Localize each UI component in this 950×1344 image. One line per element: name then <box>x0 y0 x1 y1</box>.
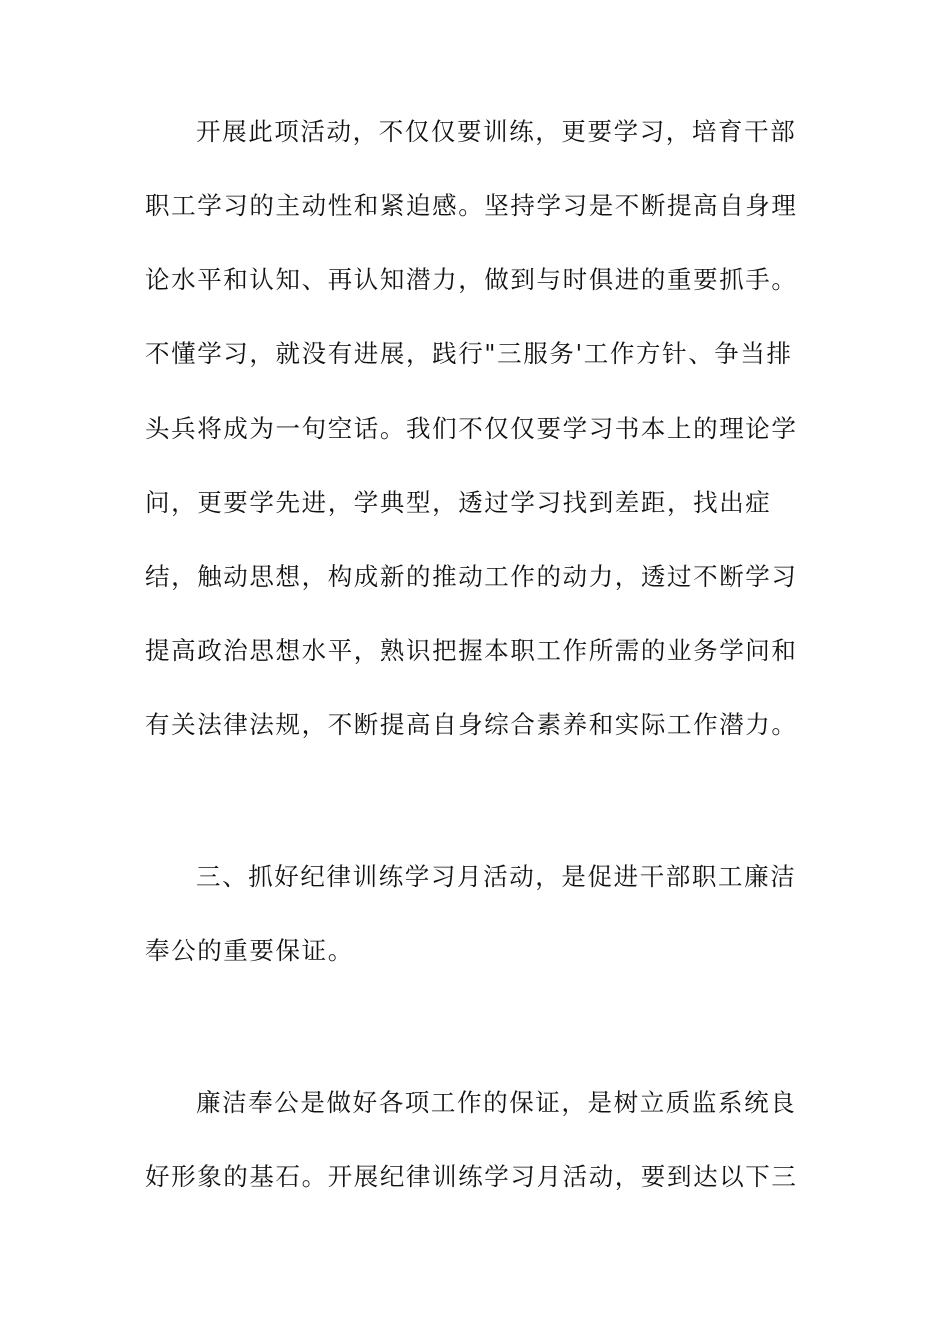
paragraph-1-line-3: 论水平和认知、再认知潜力，做到与时俱进的重要抓手。 <box>145 265 798 294</box>
paragraph-2-line-1: 廉洁奉公是做好各项工作的保证，是树立质监系统良 <box>196 1088 797 1117</box>
paragraph-1-line-7: 结，触动思想，构成新的推动工作的动力，透过不断学习 <box>145 562 798 591</box>
paragraph-1-line-6: 问，更要学先进，学典型，透过学习找到差距，找出症 <box>145 488 772 517</box>
section-heading-line-1: 三、抓好纪律训练学习月活动，是促进干部职工廉洁 <box>196 862 797 891</box>
section-heading-line-2: 奉公的重要保证。 <box>145 936 354 965</box>
paragraph-1-line-2: 职工学习的主动性和紧迫感。坚持学习是不断提高自身理 <box>145 191 798 220</box>
paragraph-1-line-1: 开展此项活动，不仅仅要训练，更要学习，培育干部 <box>196 117 797 146</box>
paragraph-1-line-5: 头兵将成为一句空话。我们不仅仅要学习书本上的理论学 <box>145 414 798 443</box>
paragraph-1-line-4: 不懂学习，就没有进展，践行"三服务'工作方针、争当排 <box>145 339 793 368</box>
paragraph-1-line-9: 有关法律法规，不断提高自身综合素养和实际工作潜力。 <box>145 710 798 739</box>
paragraph-2-line-2: 好形象的基石。开展纪律训练学习月活动，要到达以下三 <box>145 1162 798 1191</box>
paragraph-1-line-8: 提高政治思想水平，熟识把握本职工作所需的业务学问和 <box>145 636 798 665</box>
